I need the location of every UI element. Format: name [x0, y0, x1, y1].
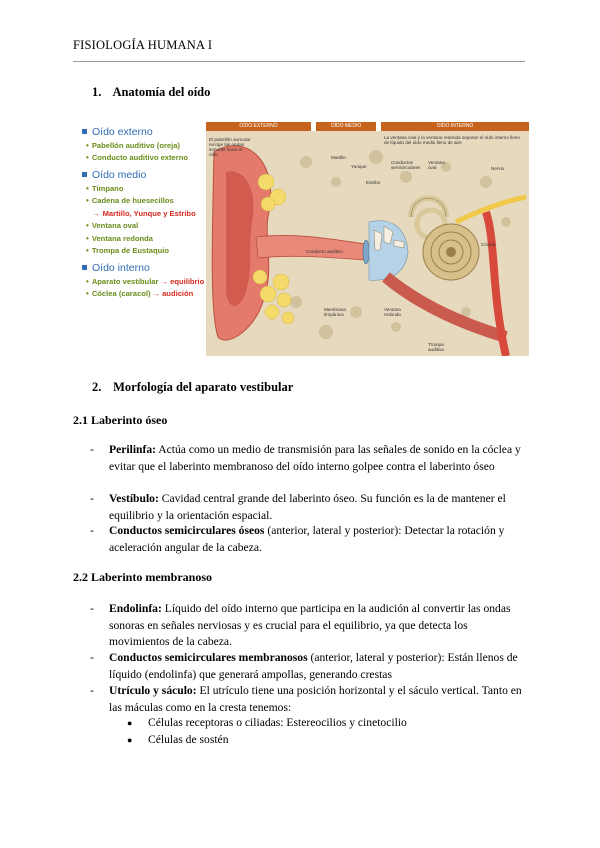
arrow-right-icon: →	[160, 276, 169, 286]
list-item: - Perilinfa: Actúa como un medio de transmisión para las señales de sonido en la cóclea y evitar que el laberinto membranoso del oído interno golpee contra el laberinto óseo	[90, 443, 521, 473]
ear-illustration	[206, 122, 529, 356]
label-ventana-redonda: Ventana redonda	[384, 307, 401, 318]
circle-list-item: ● Células de sostén	[127, 732, 229, 749]
list-item-term: Conductos semicirculares óseos	[109, 524, 265, 537]
list-item-term: Conductos semicirculares membranosos	[109, 651, 308, 664]
legend-item: • Ventana oval	[86, 221, 139, 231]
figure-bar-internal: OÍDO INTERNO	[381, 122, 529, 131]
section-2-title: Morfología del aparato vestibular	[113, 380, 294, 394]
subsection-2-2-title: 2.2 Laberinto membranoso	[73, 570, 212, 584]
circle-list-item: ● Células receptoras o ciliadas: Estereocilios y cinetocilio	[127, 715, 407, 732]
label-ventana-note: La ventana oval y la ventana redonda separan el oído interno lleno de líquido del oído medio lleno de aire	[384, 135, 520, 146]
arrow-right-icon: →	[92, 208, 100, 218]
legend-group-external: Oído externo	[82, 124, 207, 139]
page-header: FISIOLOGÍA HUMANA I	[73, 38, 213, 52]
list-item: - Conductos semicirculares membranosos (anterior, lateral y posterior): Están llenos de líquido (endolinfa) que generará ampollas, generando crestas	[90, 651, 518, 681]
section-1-title: Anatomía del oído	[112, 85, 211, 99]
subsection-2-1-title: 2.1 Laberinto óseo	[73, 413, 168, 427]
list-item-text: Cavidad central grande del laberinto óseo. Su función es la de mantener el equilibrio y la orientación espacial.	[109, 492, 506, 522]
section-2-number: 2.	[92, 380, 102, 394]
ear-legend	[82, 124, 207, 300]
label-nervio: Nervio	[491, 166, 505, 171]
list-item: - Conductos semicirculares óseos (anterior, lateral y posterior): Detectar la rotación y aceleración angular de la cabeza.	[90, 524, 505, 554]
circle-bullet-icon: ●	[127, 735, 133, 745]
label-pabellon: El pabellón auricular recoge las ondas sonoras hacia el oído	[209, 137, 251, 158]
ear-anatomy-figure	[206, 122, 529, 356]
label-conductos: Conductos semicirculares	[391, 160, 421, 171]
legend-item: • Ventana redonda	[86, 233, 153, 243]
list-item-text: Actúa como un medio de transmisión para las señales de sonido en la cóclea y evitar que el laberinto membranoso del oído interno golpee contra el laberinto óseo	[109, 443, 521, 473]
legend-item: • Conducto auditivo externo	[86, 153, 189, 163]
legend-group-internal: Oído interno	[82, 260, 207, 275]
list-item-term: Endolinfa:	[109, 602, 162, 615]
header-rule	[73, 61, 525, 62]
square-bullet-icon	[82, 265, 87, 270]
square-bullet-icon	[82, 172, 87, 177]
list-item-term: Vestíbulo:	[109, 492, 159, 505]
list-item: - Utrículo y sáculo: El utrículo tiene una posición horizontal y el sáculo vertical. Tanto en las máculas como en la cresta tenemos:	[90, 684, 522, 714]
label-martillo: Martillo	[331, 155, 346, 160]
list-item-text: El utrículo tiene una posición horizontal y el sáculo vertical. Tanto en las máculas como en la cresta tenemos:	[109, 684, 522, 714]
label-membrana: Membrana timpánica	[324, 307, 346, 318]
section-1-number: 1.	[92, 85, 102, 99]
section-1-heading	[92, 85, 210, 100]
legend-item: • Pabellón auditivo (oreja)	[86, 140, 180, 150]
label-coclea: Cóclea	[481, 242, 496, 247]
section-2-heading	[92, 380, 293, 395]
label-estribo: Estribo	[366, 180, 381, 185]
legend-subitem: → Martillo, Yunque y Estribo	[92, 208, 196, 218]
label-yunque: Yunque	[351, 164, 367, 169]
list-item-term: Perilinfa:	[109, 443, 157, 456]
legend-group-middle: Oído medio	[82, 167, 207, 182]
list-item-text: (anterior, lateral y posterior): Detectar la rotación y aceleración angular de la cabeza.	[109, 524, 505, 554]
list-item-text: (anterior, lateral y posterior): Están llenos de líquido (endolinfa) que generará ampollas, generando crestas	[109, 651, 518, 681]
label-ventana-oval: Ventana oval	[428, 160, 445, 171]
list-item: - Endolinfa: Líquido del oído interno que participa en la audición al convertir las ondas sonoras en señales nerviosas y es crucial para el equilibrio, ya que detecta los movimientos de la cabeza.	[90, 602, 511, 649]
list-item-text: Líquido del oído interno que participa en la audición al convertir las ondas sonoras en señales nerviosas y es crucial para el equilibrio, ya que detecta los movimientos de la cabeza.	[109, 602, 511, 649]
arrow-right-icon: →	[152, 289, 161, 299]
legend-item: • Tímpano	[86, 183, 124, 193]
list-item: - Vestíbulo: Cavidad central grande del laberinto óseo. Su función es la de mantener el equilibrio y la orientación espacial.	[90, 492, 506, 522]
list-item-term: Utrículo y sáculo:	[109, 684, 197, 697]
label-conducto-auditivo: Conducto auditivo	[306, 249, 343, 254]
legend-item: • Trompa de Eustaquio	[86, 246, 170, 256]
legend-item: • Cadena de huesecillos	[86, 196, 174, 206]
figure-bar-external: OÍDO EXTERNO	[206, 122, 311, 131]
figure-bar-middle: OÍDO MEDIO	[316, 122, 376, 131]
legend-item: • Cóclea (caracol) → audición	[86, 289, 194, 299]
circle-bullet-icon: ●	[127, 718, 133, 728]
label-trompa: Trompa auditiva	[428, 342, 444, 353]
square-bullet-icon	[82, 129, 87, 134]
legend-item: • Aparato vestibular → equilibrio	[86, 276, 205, 286]
